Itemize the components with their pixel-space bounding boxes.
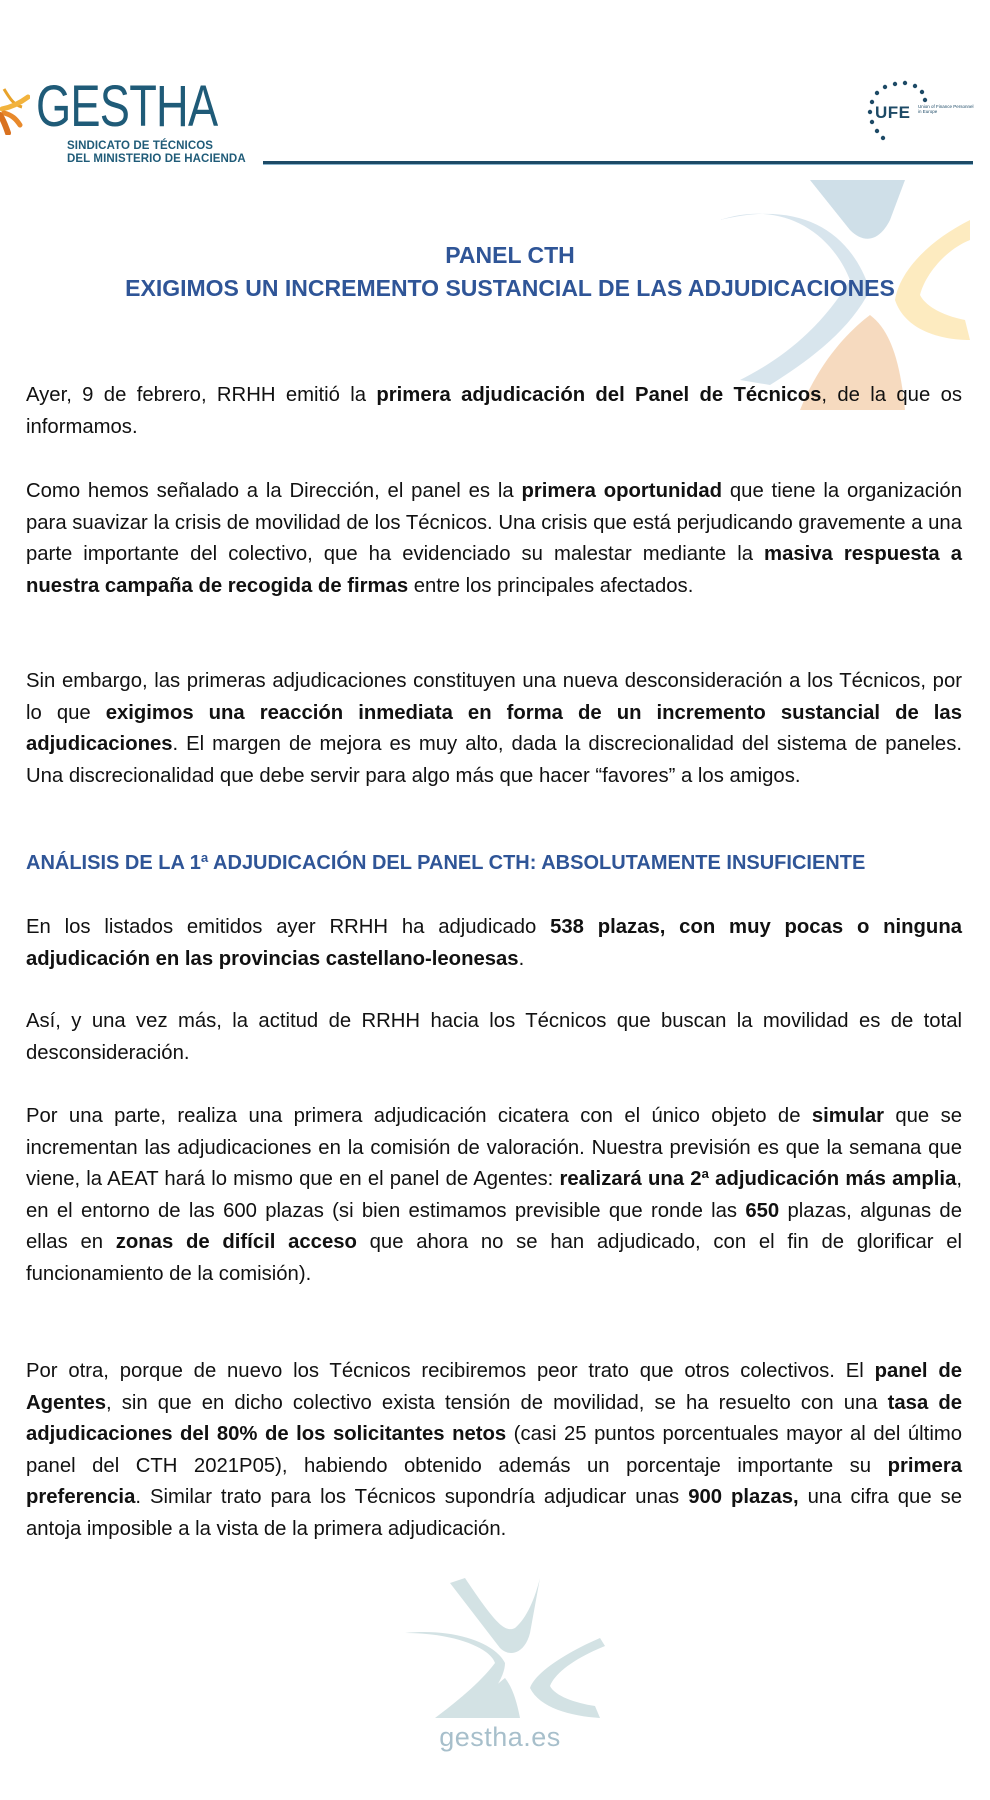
title-line-2: EXIGIMOS UN INCREMENTO SUSTANCIAL DE LAS ADJUDICACIONES [125,275,895,301]
emphasis-text: 650 [745,1199,780,1222]
body-text-run: , sin que en dicho colectivo exista tensión de movilidad, se ha resuelto con una [106,1391,888,1414]
gestha-star-icon [0,85,30,135]
paragraph-por-otra [26,1356,962,1545]
title-line-1: PANEL CTH [445,242,575,268]
body-text-run: . Similar trato para los Técnicos supondría adjudicar unas [135,1486,689,1508]
emphasis-text: primera oportunidad [521,480,723,502]
document-title [0,240,990,306]
body-text-run: (casi 25 puntos porcentuales mayor al del último panel del CTH 2021P05), habiendo obtenido además un porcentaje importante su [26,1423,962,1477]
body-text-run: Como hemos señalado a la Dirección, el panel es la [26,480,522,502]
footer-website: gestha.es [439,1722,561,1752]
emphasis-text: exigimos una reacción inmediata en forma de un incremento sustancial de las adjudicaciones [26,701,962,755]
body-text-run: . El margen de mejora es muy alto, dada la discrecionalidad del sistema de paneles. Una discrecionalidad que debe servir para algo más que hacer “favores” a los amigos. [26,733,962,787]
gestha-subtitle [67,140,246,166]
body-text-run: Por otra, porque de nuevo los Técnicos recibiremos peor trato que otros colectivos. El [26,1360,875,1382]
body-text-run: entre los principales afectados. [408,574,694,597]
emphasis-text: simular [811,1105,885,1127]
gestha-logo [0,75,280,170]
emphasis-text: 538 plazas, con muy pocas o ninguna adjudicación en las provincias castellano-leonesas [26,916,962,970]
emphasis-text: primera preferencia [26,1454,962,1508]
paragraph-538-plazas [26,912,962,975]
paragraph-por-una-parte [26,1101,962,1290]
body-text-run: En los listados emitidos ayer RRHH ha adjudicado [26,916,551,938]
gestha-footer-logo-icon [395,1578,610,1718]
emphasis-text: primera adjudicación del Panel de Técnicos [376,384,822,406]
body-text-run: Ayer, 9 de febrero, RRHH emitió la [26,384,377,406]
paragraph-opportunity [26,476,962,602]
gestha-wordmark: GESTHA [36,74,218,139]
emphasis-text: zonas de difícil acceso [115,1231,357,1253]
emphasis-text: masiva respuesta a nuestra campaña de recogida de firmas [26,543,962,597]
body-text-run: que tiene la organización para suavizar la crisis de movilidad de los Técnicos. Una crisis que está perjudicando gravemente a una parte importante del colectivo, que ha evidenciado su malestar mediante la [26,480,962,565]
paragraph-attitude [26,1006,962,1069]
paragraph-demand [26,666,962,792]
gestha-subtitle-line1: SINDICATO DE TÉCNICOS [67,140,214,152]
section-heading: ANÁLISIS DE LA 1ª ADJUDICACIÓN DEL PANEL CTH: ABSOLUTAMENTE INSUFICIENTE [26,852,866,874]
body-text-run: una cifra que se antoja imposible a la vista de la primera adjudicación. [26,1486,962,1540]
body-text-run: Por una parte, realiza una primera adjudicación cicatera con el único objeto de [26,1105,812,1127]
body-text-run: , de la que os informamos. [26,384,962,438]
header-divider [263,161,973,165]
emphasis-text: panel de Agentes [26,1360,962,1414]
body-text-run: , en el entorno de las 600 plazas (si bien estimamos previsible que ronde las [26,1168,962,1222]
body-text-run: Así, y una vez más, la actitud de RRHH hacia los Técnicos que buscan la movilidad es de total desconsideración. [26,1010,962,1064]
body-text-run: Sin embargo, las primeras adjudicaciones constituyen una nueva desconsideración a los Técnicos, por lo que [26,670,962,724]
ufe-fullname: Union of Finance Personnel in Europe [918,104,974,114]
paragraph-intro [26,380,962,443]
emphasis-text: tasa de adjudicaciones del 80% de los solicitantes netos [26,1391,962,1445]
emphasis-text: 900 plazas, [688,1486,799,1508]
emphasis-text: realizará una 2ª adjudicación más amplia [559,1168,957,1190]
body-text-run: plazas, algunas de ellas en [26,1199,962,1253]
ufe-acronym: UFE [875,103,911,122]
gestha-subtitle-line2: DEL MINISTERIO DE HACIENDA [67,153,246,165]
body-text-run: que se incrementan las adjudicaciones en la comisión de valoración. Nuestra previsión es que la semana que viene, la AEAT hará lo mismo que en el panel de Agentes: [26,1105,962,1190]
body-text-run: que ahora no se han adjudicado, con el fin de glorificar el funcionamiento de la comisión). [26,1231,963,1285]
body-text-run: . [518,947,525,970]
